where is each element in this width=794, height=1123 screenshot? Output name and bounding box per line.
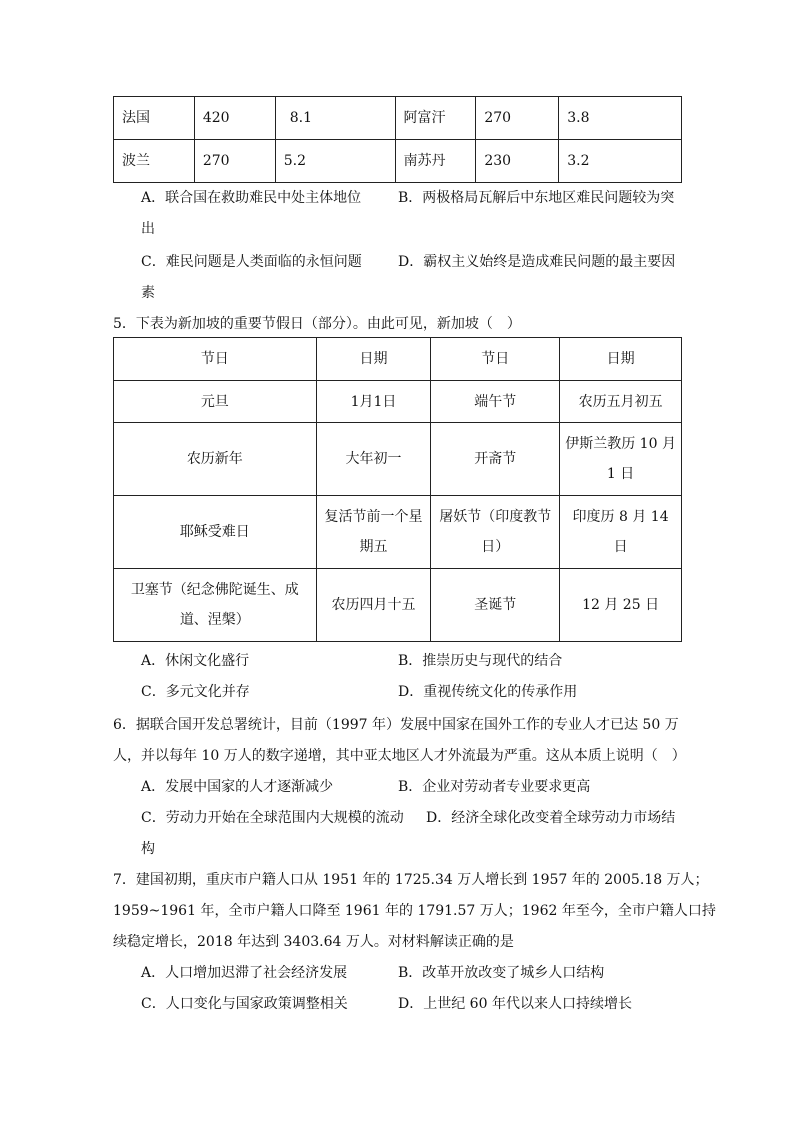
q7-option-d[interactable]: D．上世纪 60 年代以来人口持续增长 xyxy=(398,996,632,1012)
table-row xyxy=(114,140,682,183)
q7-stem-line2: 1959~1961 年，全市户籍人口降至 1961 年的 1791.57 万人；1962 年至今，全市户籍人口持 xyxy=(113,903,716,919)
table-cell: 南苏丹 xyxy=(395,140,476,183)
table-row xyxy=(114,423,682,496)
table-cell: 5.2 xyxy=(275,140,395,183)
table-cell: 农历新年 xyxy=(114,423,317,496)
q7-option-b[interactable]: B．改革开放改变了城乡人口结构 xyxy=(398,965,605,981)
q5-option-a[interactable]: A．休闲文化盛行 xyxy=(141,653,250,669)
table-row xyxy=(114,381,682,423)
q6-stem-line1: 6．据联合国开发总署统计，目前（1997 年）发展中国家在国外工作的专业人才已达 50 万 xyxy=(113,717,679,733)
q7-option-a[interactable]: A．人口增加迟滞了社会经济发展 xyxy=(141,965,348,981)
q4-option-b[interactable]: B．两极格局瓦解后中东地区难民问题较为突 xyxy=(398,190,675,206)
column-header: 节日 xyxy=(114,338,317,381)
table-cell: 3.8 xyxy=(559,97,682,140)
table-cell: 大年初一 xyxy=(316,423,431,496)
q5-option-c[interactable]: C．多元文化并存 xyxy=(141,684,250,700)
holiday-table xyxy=(113,337,682,642)
q4-option-b-cont: 出 xyxy=(141,221,155,237)
q6-option-c[interactable]: C．劳动力开始在全球范围内大规模的流动 xyxy=(141,810,404,826)
q7-option-c[interactable]: C．人口变化与国家政策调整相关 xyxy=(141,996,348,1012)
table-cell: 农历四月十五 xyxy=(316,569,431,642)
q6-option-d-cont: 构 xyxy=(141,841,155,857)
table-cell: 阿富汗 xyxy=(395,97,476,140)
table-cell: 1月1日 xyxy=(316,381,431,423)
q4-option-d[interactable]: D．霸权主义始终是造成难民问题的最主要因 xyxy=(398,254,676,270)
table-cell: 270 xyxy=(476,97,559,140)
table-cell: 端午节 xyxy=(431,381,560,423)
table-row xyxy=(114,97,682,140)
q5-option-b[interactable]: B．推崇历史与现代的结合 xyxy=(398,653,563,669)
table-cell: 270 xyxy=(194,140,275,183)
column-header: 日期 xyxy=(560,338,682,381)
q6-stem-line2: 人，并以每年 10 万人的数字递增，其中亚太地区人才外流最为严重。这从本质上说明（ ） xyxy=(113,748,686,764)
q5-stem: 5．下表为新加坡的重要节假日（部分）。由此可见，新加坡（ ） xyxy=(113,316,521,332)
table-cell: 420 xyxy=(194,97,275,140)
table-cell: 屠妖节（印度教节日） xyxy=(431,496,560,569)
q7-stem-line3: 续稳定增长，2018 年达到 3403.64 万人。对材料解读正确的是 xyxy=(113,934,514,950)
table-cell: 卫塞节（纪念佛陀诞生、成道、涅槃） xyxy=(114,569,317,642)
table-row xyxy=(114,496,682,569)
column-header: 节日 xyxy=(431,338,560,381)
refugee-table xyxy=(113,96,682,183)
table-cell: 230 xyxy=(476,140,559,183)
table-cell: 8.1 xyxy=(275,97,395,140)
q6-option-d[interactable]: D．经济全球化改变着全球劳动力市场结 xyxy=(426,810,676,826)
table-cell: 12 月 25 日 xyxy=(560,569,682,642)
table-cell: 印度历 8 月 14 日 xyxy=(560,496,682,569)
q4-option-d-cont: 素 xyxy=(141,285,155,301)
table-cell: 元旦 xyxy=(114,381,317,423)
q5-option-d[interactable]: D．重视传统文化的传承作用 xyxy=(398,684,578,700)
q6-option-a[interactable]: A．发展中国家的人才逐渐减少 xyxy=(141,779,334,795)
table-header-row xyxy=(114,338,682,381)
table-cell: 复活节前一个星期五 xyxy=(316,496,431,569)
q6-option-b[interactable]: B．企业对劳动者专业要求更高 xyxy=(398,779,591,795)
table-cell: 伊斯兰教历 10 月 1 日 xyxy=(560,423,682,496)
table-cell: 波兰 xyxy=(114,140,195,183)
column-header: 日期 xyxy=(316,338,431,381)
table-cell: 法国 xyxy=(114,97,195,140)
q4-option-a[interactable]: A．联合国在救助难民中处主体地位 xyxy=(141,190,362,206)
table-cell: 农历五月初五 xyxy=(560,381,682,423)
table-cell: 3.2 xyxy=(559,140,682,183)
table-cell: 圣诞节 xyxy=(431,569,560,642)
q4-option-c[interactable]: C．难民问题是人类面临的永恒问题 xyxy=(141,254,362,270)
table-cell: 耶稣受难日 xyxy=(114,496,317,569)
table-row xyxy=(114,569,682,642)
table-cell: 开斋节 xyxy=(431,423,560,496)
q7-stem-line1: 7．建国初期，重庆市户籍人口从 1951 年的 1725.34 万人增长到 1957 年的 2005.18 万人； xyxy=(113,872,709,888)
